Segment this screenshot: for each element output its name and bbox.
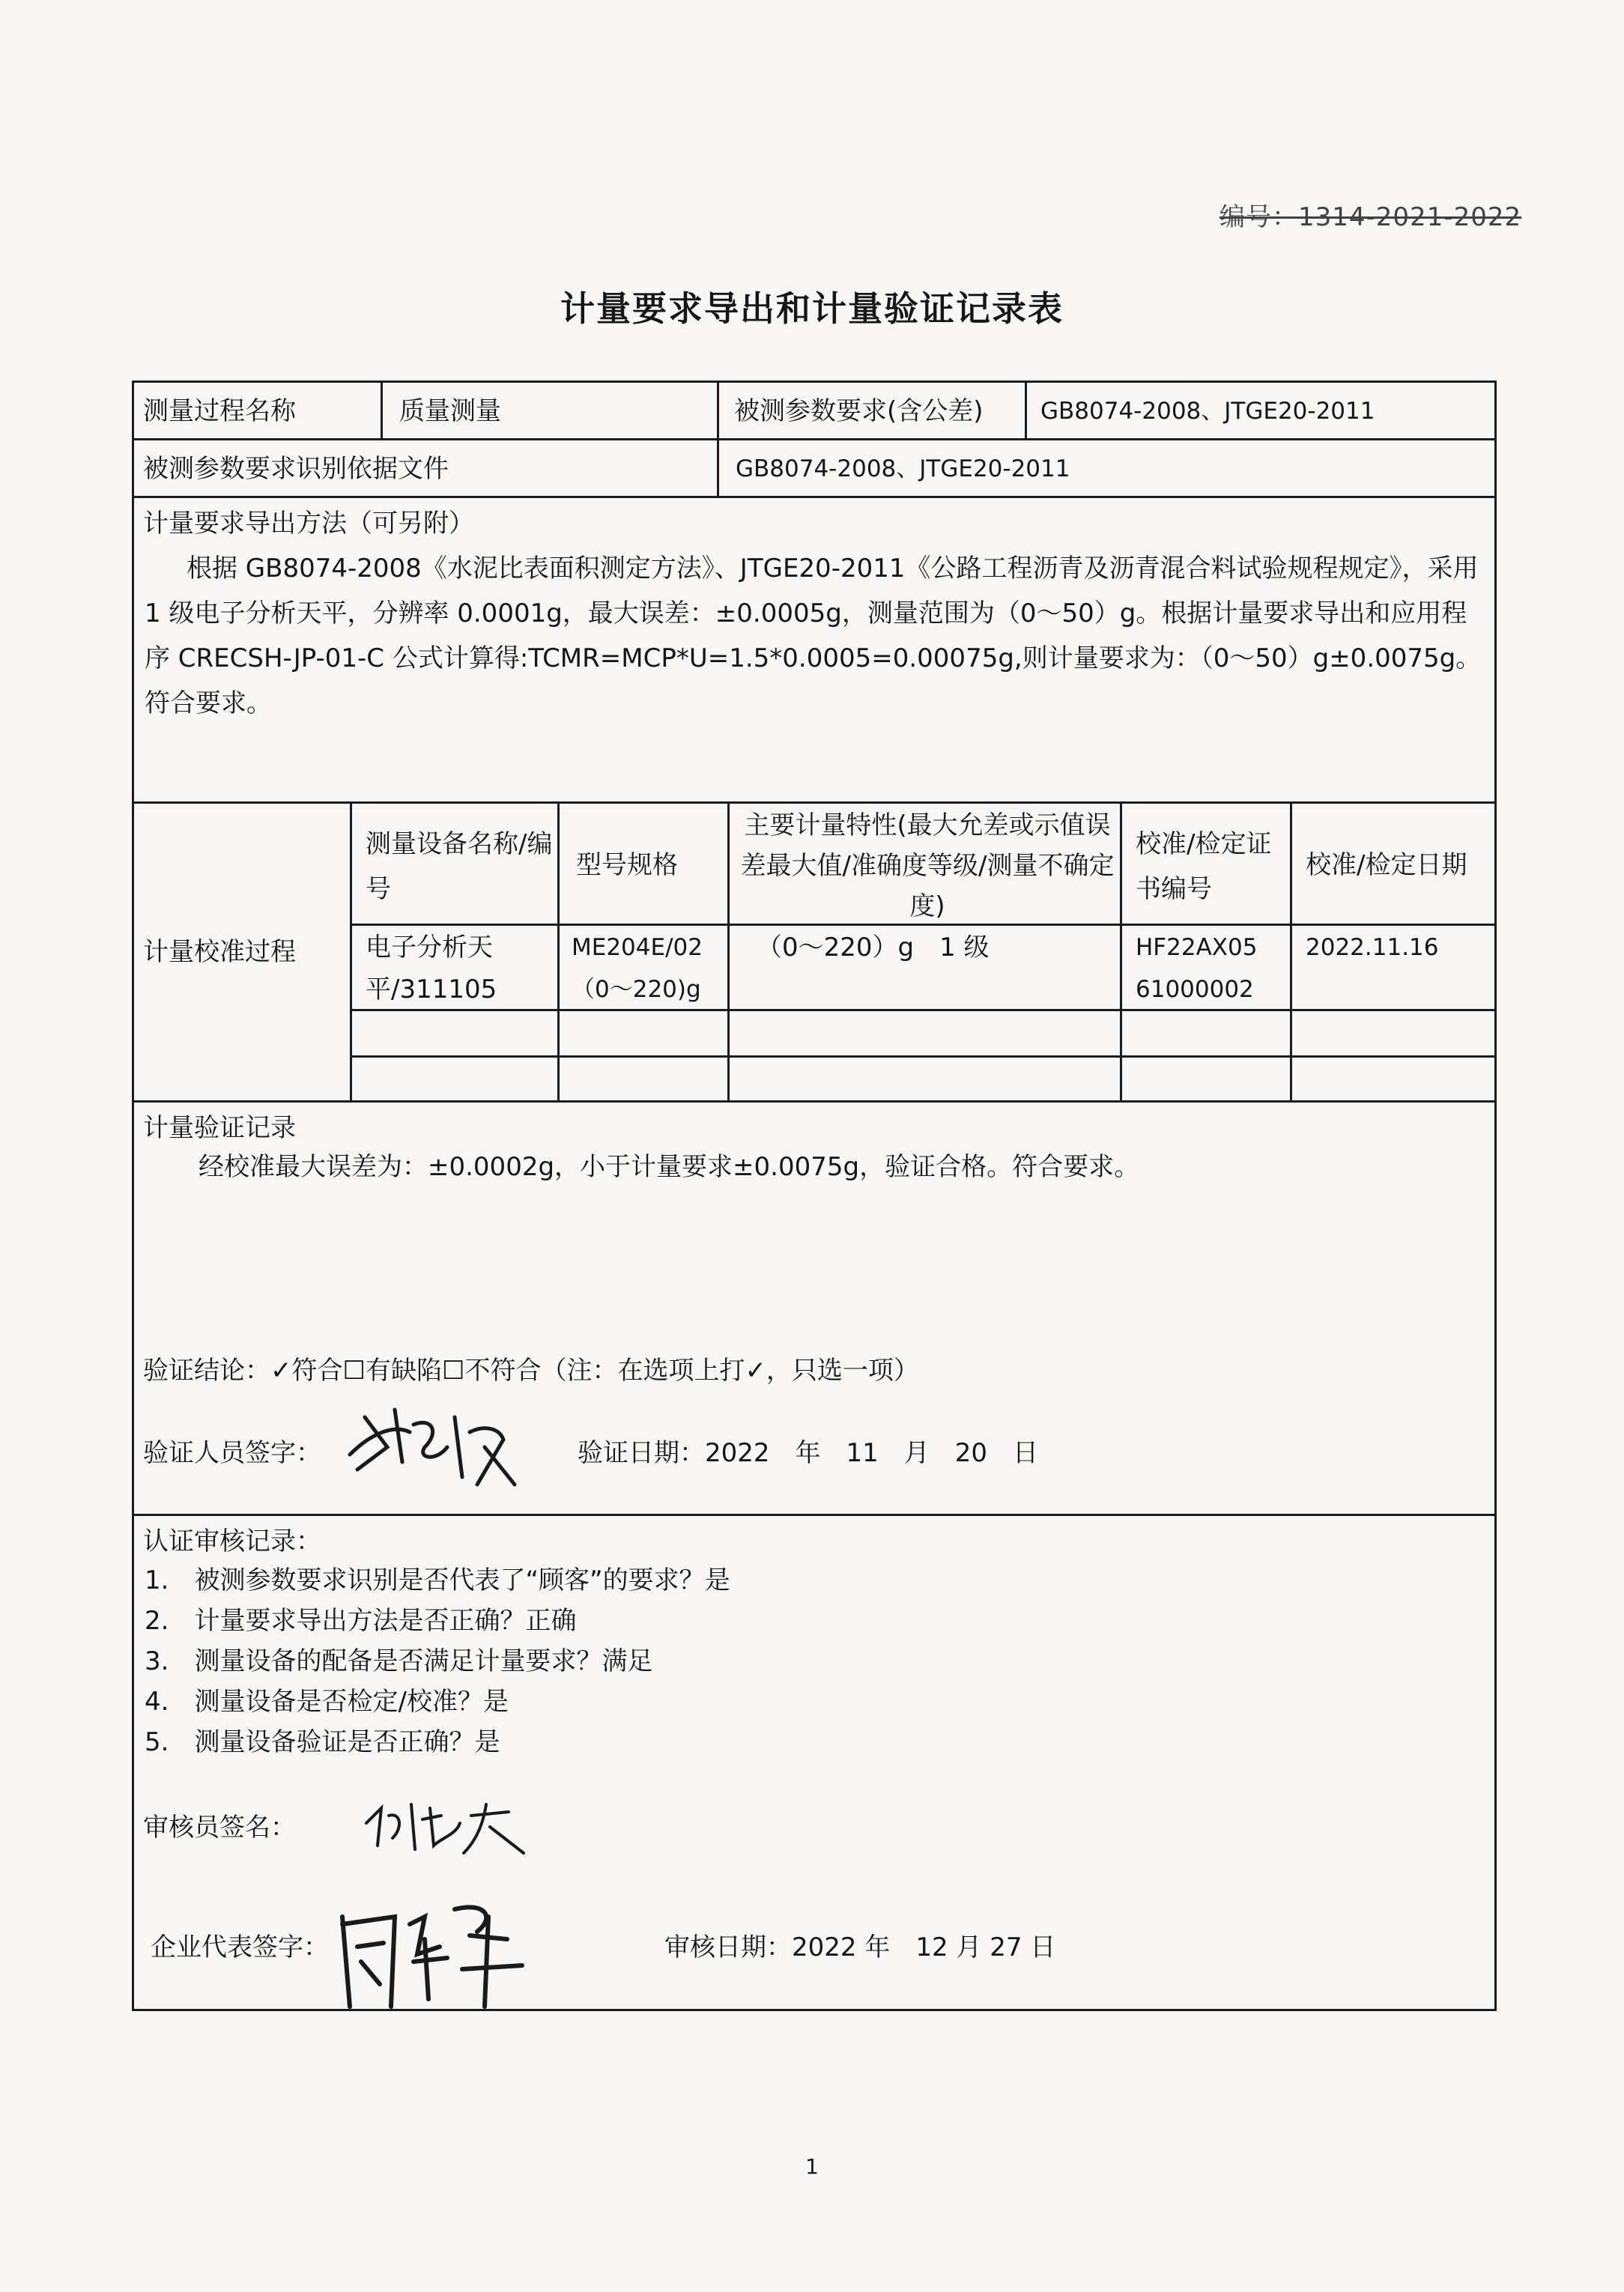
verification-date: 验证日期：2022 年 11 月 20 日 (578, 1438, 1039, 1468)
table-row-3-device (350, 1055, 560, 1103)
row-1-characteristics: （0～220）g 1 级 (757, 933, 990, 962)
table-row-3-model (557, 1055, 730, 1103)
verification-body: 经校准最大误差为：±0.0002g，小于计量要求±0.0075g，验证合格。符合要求。 (199, 1152, 1140, 1182)
table-row-3-cert-no (1120, 1055, 1292, 1103)
company-rep-signature-label: 企业代表签字： (151, 1932, 329, 1962)
audit-item-5: 5. 测量设备验证是否正确？是 (145, 1727, 500, 1757)
verification-block (132, 1100, 1497, 1516)
basis-value-cell (717, 438, 1497, 498)
table-row-2-characteristics (727, 1009, 1122, 1058)
audit-item-2: 2. 计量要求导出方法是否正确？正确 (145, 1606, 577, 1636)
process-name-label-cell (132, 381, 383, 440)
row-1-date: 2022.11.16 (1306, 934, 1439, 961)
audit-item-3: 3. 测量设备的配备是否满足计量要求？满足 (145, 1646, 653, 1676)
table-row-2-device (350, 1009, 560, 1058)
verification-label: 计量验证记录 (143, 1113, 296, 1143)
col-header-characteristics (727, 801, 1122, 926)
param-req-label: 被测参数要求(含公差) (734, 396, 984, 426)
col-header-model (557, 801, 730, 926)
verifier-signature (342, 1402, 522, 1500)
method-body: 根据 GB8074-2008《水泥比表面积测定方法》、JTGE20-2011《公路工程沥青及沥青混合料试验规程规定》，采用 1 级电子分析天平，分辨率 0.0001g，最大误差：±0.0005g，测量范围为（0～50）g。根据计量要求导出和应用程序 CRECSH-JP-01-C 公式计算得:TCMR=MCP*U=1.5*0.0005=0.00075g,则计量要求为：（0～50）g±0.0075g。符合要求。 (145, 554, 1482, 718)
col-header-model-text: 型号规格 (576, 850, 678, 880)
col-header-device (350, 801, 560, 926)
company-rep-signature (327, 1894, 545, 2014)
calibration-label: 计量校准过程 (143, 937, 296, 967)
basis-label-cell (132, 438, 719, 498)
basis-label: 被测参数要求识别依据文件 (143, 454, 449, 484)
col-header-cert-no-text: 校准/检定证书编号 (1136, 829, 1272, 904)
table-row-1-model (557, 924, 730, 1011)
param-req-value-cell (1025, 381, 1497, 440)
process-name-value-cell (381, 381, 719, 440)
col-header-date (1290, 801, 1497, 926)
basis-value: GB8074-2008、JTGE20-2011 (736, 455, 1070, 482)
document-number: 编号：1314-2021-2022 (1219, 202, 1522, 232)
auditor-signature-label: 审核员签名： (143, 1813, 296, 1843)
col-header-device-text: 测量设备名称/编号 (366, 829, 553, 904)
table-row-3-date (1290, 1055, 1497, 1103)
table-row-1-date (1290, 924, 1497, 1011)
table-row-2-model (557, 1009, 730, 1058)
col-header-cert-no (1120, 801, 1292, 926)
table-row-1-device (350, 924, 560, 1011)
audit-item-1: 1. 被测参数要求识别是否代表了“顾客”的要求？是 (145, 1565, 730, 1595)
verifier-signature-label: 验证人员签字： (143, 1438, 321, 1468)
audit-item-4: 4. 测量设备是否检定/校准？是 (145, 1687, 509, 1717)
process-name-value: 质量测量 (399, 396, 501, 426)
audit-block (132, 1514, 1497, 2011)
page-number: 1 (805, 2154, 819, 2179)
method-label: 计量要求导出方法（可另附） (143, 509, 474, 539)
row-1-device: 电子分析天平/311105 (366, 933, 497, 1004)
audit-date: 审核日期：2022 年 12 月 27 日 (664, 1932, 1056, 1962)
process-name-label: 测量过程名称 (143, 396, 296, 426)
table-row-1-characteristics (727, 924, 1122, 1011)
row-1-cert-no: HF22AX0561000002 (1136, 934, 1258, 1003)
audit-label: 认证审核记录： (143, 1527, 321, 1556)
verification-conclusion: 验证结论：✓符合☐有缺陷☐不符合（注：在选项上打✓，只选一项） (143, 1356, 919, 1386)
method-block (132, 496, 1497, 804)
col-header-date-text: 校准/检定日期 (1306, 850, 1467, 880)
param-req-label-cell (717, 381, 1027, 440)
table-row-2-cert-no (1120, 1009, 1292, 1058)
calibration-label-cell (132, 801, 352, 1103)
table-row-1-cert-no (1120, 924, 1292, 1011)
auditor-signature (359, 1793, 531, 1861)
table-row-3-characteristics (727, 1055, 1122, 1103)
page-title: 计量要求导出和计量验证记录表 (560, 288, 1064, 329)
table-row-2-date (1290, 1009, 1497, 1058)
param-req-value: GB8074-2008、JTGE20-2011 (1040, 398, 1375, 425)
col-header-characteristics-text: 主要计量特性(最大允差或示值误差最大值/准确度等级/测量不确定度) (740, 810, 1115, 921)
row-1-model: ME204E/02（0～220)g (572, 934, 703, 1003)
